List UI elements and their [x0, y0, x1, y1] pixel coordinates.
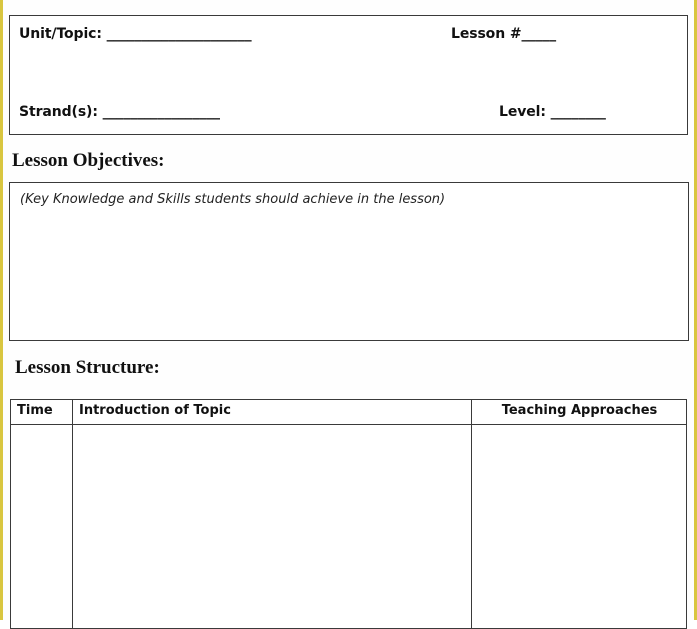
objectives-hint: (Key Knowledge and Skills students should achieve in the lesson): [20, 192, 446, 207]
lesson-structure-table: [10, 399, 687, 629]
strands-field[interactable]: Strand(s): _________________: [19, 104, 220, 120]
column-divider: [72, 400, 73, 628]
objectives-heading: Lesson Objectives:: [12, 150, 165, 171]
level-field[interactable]: Level: ________: [499, 104, 606, 120]
header-divider: [11, 424, 686, 425]
column-header-time: Time: [17, 403, 53, 418]
unit-topic-field[interactable]: Unit/Topic: _____________________: [19, 26, 252, 42]
lesson-info-box: [9, 15, 688, 135]
page-edge-left: [0, 0, 3, 620]
objectives-box[interactable]: [9, 182, 689, 341]
column-header-introduction: Introduction of Topic: [79, 403, 231, 418]
column-divider: [471, 400, 472, 628]
column-header-teaching-approaches: Teaching Approaches: [501, 403, 658, 418]
lesson-number-field[interactable]: Lesson #_____: [451, 26, 556, 42]
structure-heading: Lesson Structure:: [15, 357, 160, 378]
